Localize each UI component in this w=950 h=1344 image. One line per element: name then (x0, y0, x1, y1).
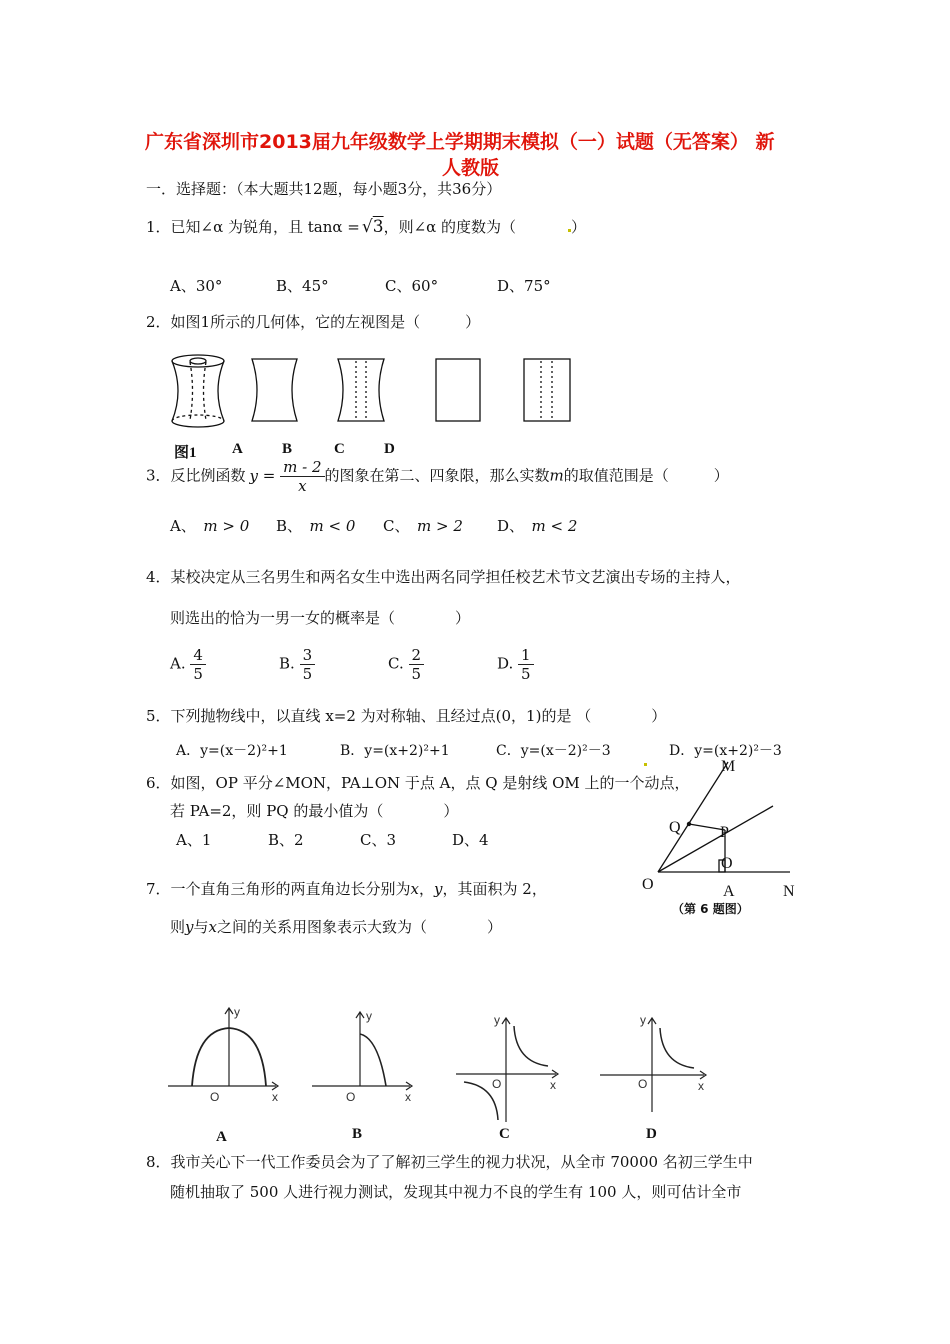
graph-d-y: y (640, 1013, 646, 1027)
graph-label-b: B (352, 1126, 363, 1142)
q4-d-num: 1 (518, 646, 534, 665)
q6-point-m: M (721, 758, 736, 775)
q7-line2-c: 之间的关系用图象表示大致为（ ） (216, 918, 502, 936)
q3-option-d-letter: D、 (497, 517, 517, 535)
q1-option-b: B、45° (276, 277, 329, 295)
equals: = (258, 466, 281, 485)
q2-label-fig1: 图1 (174, 445, 197, 461)
sqrt-value: 3 (372, 217, 384, 237)
q4-a-num: 4 (190, 646, 206, 665)
graph-label-c: C (499, 1126, 510, 1142)
q6-option-d: D、4 (452, 831, 489, 849)
q7-var-y2: y (185, 918, 194, 936)
q3-stem-b: 的图象在第二、四象限，那么实数 (324, 466, 550, 485)
q4-c-den: 5 (411, 665, 422, 683)
graph-d (600, 1018, 706, 1112)
q1-stem-b: ，则∠α 的度数为（ (383, 218, 517, 236)
sqrt-expression: √3 (361, 217, 384, 237)
q5-option-a: A．y=(x－2)²+1 (176, 743, 288, 759)
q7-line1-text: 7．一个直角三角形的两直角边长分别为 (146, 880, 411, 898)
graph-a-x: x (272, 1090, 278, 1104)
graph-a-o: O (210, 1090, 220, 1104)
graph-c-y: y (494, 1013, 500, 1027)
graph-b-y: y (366, 1009, 372, 1023)
q7-var-x: x (410, 880, 420, 898)
graph-c-o: O (492, 1077, 502, 1091)
q1-option-a: A、30° (170, 277, 223, 295)
q3-denominator: x (298, 477, 307, 495)
title-line1: 广东省深圳市2013届九年级数学上学期期末模拟（一）试题（无答案） 新 (145, 131, 775, 153)
q4-c-num: 2 (409, 646, 425, 665)
q8-line2: 随机抽取了 500 人进行视力测试，发现其中视力不良的学生有 100 人，则可估计全市 (170, 1183, 742, 1201)
q3-stem-c: 的取值范围是（ ） (563, 466, 729, 485)
q6-point-a: A (723, 883, 735, 900)
q4-b-num: 3 (300, 646, 316, 665)
q3-option-a-letter: A、 (170, 517, 189, 535)
graph-b-o: O (346, 1090, 356, 1104)
q4-b-den: 5 (302, 665, 313, 683)
q6-point-p: P (720, 824, 729, 841)
q6-caption: （第 6 题图） (672, 902, 749, 916)
q3-var-y: y (249, 466, 259, 485)
q3-numerator: m - 2 (280, 458, 324, 477)
q5-option-c: C．y=(x－2)²－3 (496, 743, 611, 759)
q2-label-d: D (384, 441, 395, 457)
q7-var-x2: x (208, 918, 217, 936)
q3-option-a-value: m > 0 (203, 517, 250, 535)
q2-label-b: B (282, 441, 293, 457)
graph-b (312, 1012, 412, 1090)
q4-option-c-letter: C. (388, 654, 404, 673)
q2-label-c: C (334, 441, 345, 457)
section-heading: 一．选择题：（本大题共12题，每小题3分，共36分） (146, 180, 502, 198)
q2-label-a: A (232, 441, 243, 457)
q3-option-c-value: m > 2 (417, 517, 463, 535)
q3-option-d-value: m < 2 (531, 517, 578, 535)
q6-option-c: C、3 (360, 831, 397, 849)
q4-option-d-letter: D. (497, 654, 514, 673)
q6-line2: 若 PA=2，则 PQ 的最小值为（ ） (170, 802, 459, 820)
q7-var-y: y (434, 880, 443, 898)
q4-d-den: 5 (521, 665, 531, 683)
q6-point-n: N (783, 883, 795, 900)
q6-option-b: B、2 (268, 831, 304, 849)
q2-stem: 2．如图1所示的几何体，它的左视图是（ ） (146, 313, 481, 331)
q4-option-b-letter: B. (279, 654, 295, 673)
q5-stem: 5．下列抛物线中，以直线 x=2 为对称轴、且经过点(0，1)的是 （ ） (146, 707, 667, 725)
q4-option-a-letter: A. (170, 654, 186, 673)
q7-line2-a: 则 (170, 918, 186, 936)
q6-point-o2: O (721, 855, 733, 872)
q4-line2: 则选出的恰为一男一女的概率是（ ） (170, 609, 471, 627)
graph-c-x: x (550, 1078, 556, 1092)
graph-label-d: D (646, 1126, 657, 1142)
q5-option-d: D．y=(x+2)²－3 (669, 743, 782, 759)
q8-line1: 8．我市关心下一代工作委员会为了了解初三学生的视力状况，从全市 70000 名初三学生中 (146, 1153, 753, 1171)
q6-line1: 6．如图，OP 平分∠MON，PA⊥ON 于点 A，点 Q 是射线 OM 上的一个动点， (146, 774, 690, 792)
q1-option-c: C、60° (385, 277, 439, 295)
graph-d-x: x (698, 1079, 704, 1093)
graph-d-o: O (638, 1077, 648, 1091)
q6-point-o: O (642, 876, 654, 893)
q3-stem-a: 3．反比例函数 (146, 466, 246, 485)
q3-option-b-value: m < 0 (309, 517, 356, 535)
q7-line1-end: ，其面积为 2， (442, 880, 547, 898)
q4-a-den: 5 (193, 665, 203, 683)
q1-stem-a: 1．已知∠α 为锐角，且 tanα = (146, 218, 360, 236)
graph-a (168, 1008, 278, 1090)
q4-line1: 4．某校决定从三名男生和两名女生中选出两名同学担任校艺术节文艺演出专场的主持人， (146, 568, 741, 586)
q7-comma: ， (419, 880, 435, 898)
q3-option-c-letter: C、 (383, 517, 402, 535)
graph-c (456, 1018, 558, 1122)
q1-stem-c: ） (571, 218, 587, 236)
q1-option-d: D、75° (497, 277, 551, 295)
q6-point-q: Q (669, 819, 681, 836)
graph-a-y: y (234, 1005, 240, 1019)
q3-option-b-letter: B、 (276, 517, 295, 535)
q7-line2-b: 与 (193, 918, 209, 936)
q5-option-b: B．y=(x+2)²+1 (340, 743, 450, 759)
q3-var-m: m (549, 466, 564, 485)
q6-option-a: A、1 (176, 831, 212, 849)
graph-label-a: A (216, 1129, 227, 1145)
title-line2: 人教版 (442, 157, 500, 179)
graph-b-x: x (405, 1090, 411, 1104)
